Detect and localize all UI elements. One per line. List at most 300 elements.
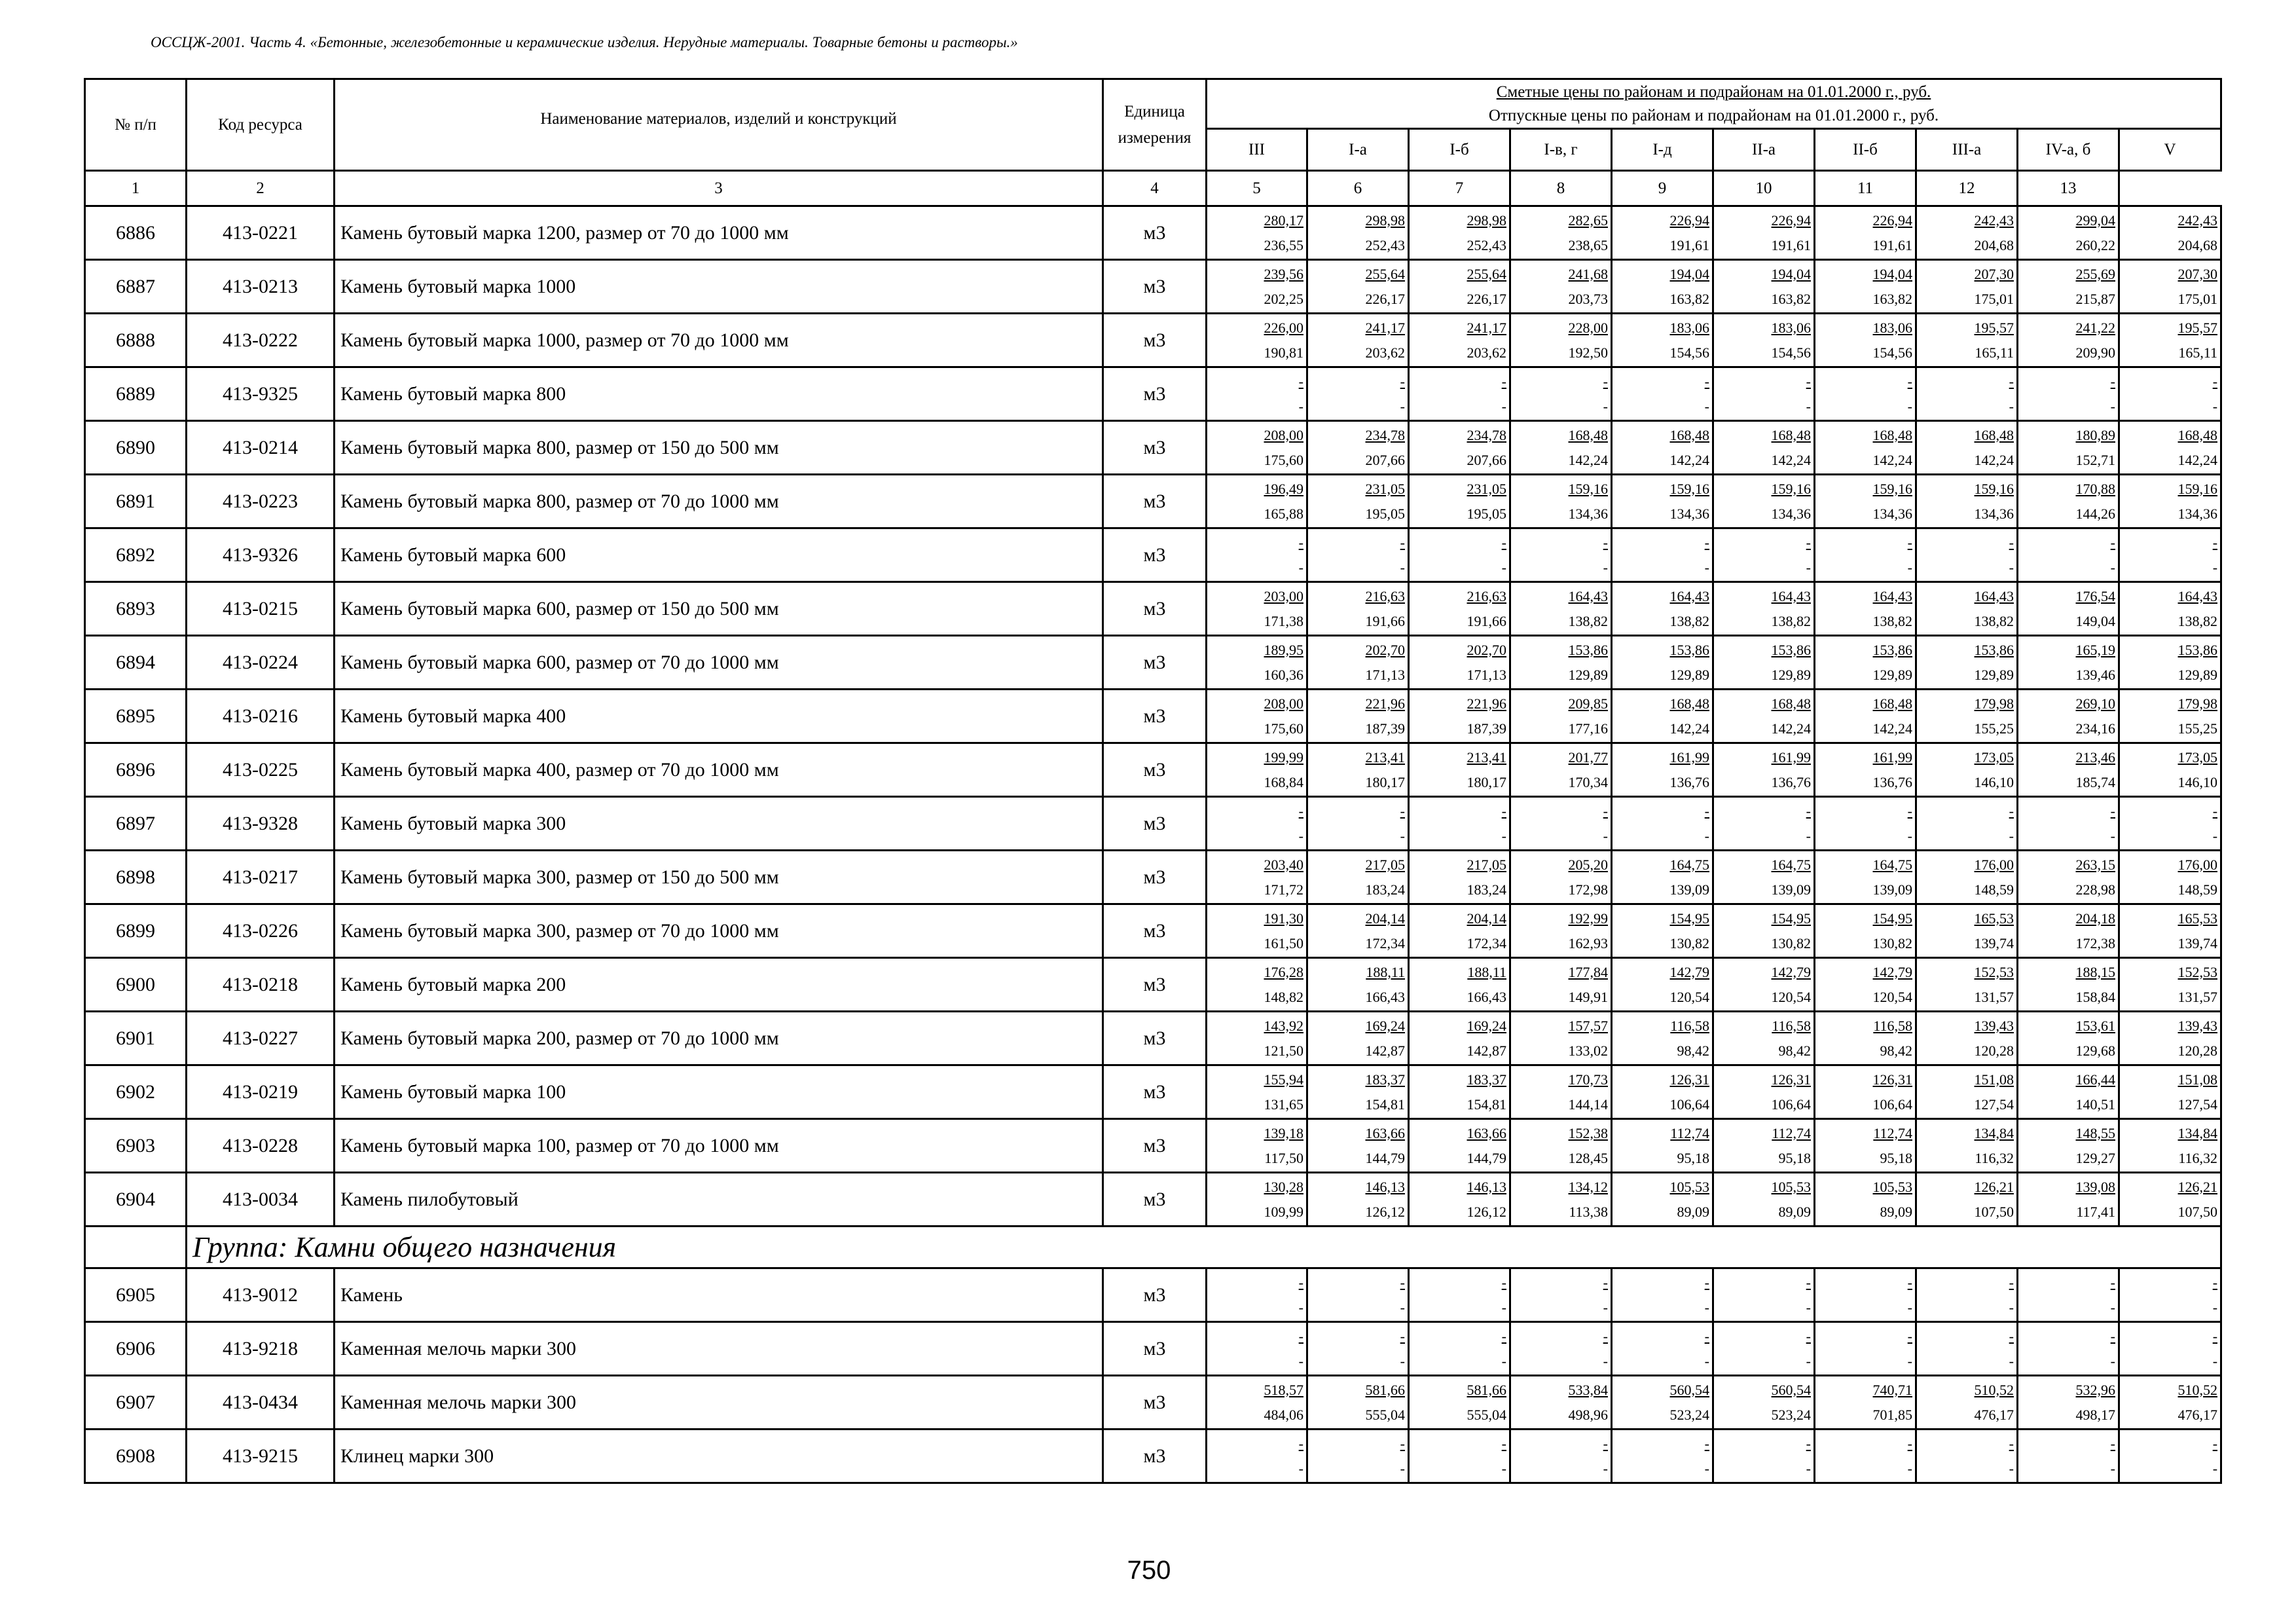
release-price: 172,34 (1365, 934, 1405, 951)
price-cell (1409, 1065, 1510, 1119)
price-cell (1409, 797, 1510, 851)
estimate-price: - (2110, 373, 2115, 390)
price-cell (2018, 636, 2119, 690)
estimate-price: 188,11 (1467, 963, 1506, 980)
release-price: 106,64 (1669, 1096, 1709, 1113)
estimate-price: - (2009, 373, 2014, 390)
page-number: 750 (1127, 1556, 1171, 1585)
estimate-price: 161,99 (1771, 748, 1811, 766)
release-price: 95,18 (1677, 1149, 1709, 1166)
price-cell (1207, 1065, 1307, 1119)
release-price: 106,64 (1771, 1096, 1811, 1113)
price-cell (1815, 743, 1916, 797)
unit-of-measure: м3 (1103, 636, 1207, 690)
unit-of-measure: м3 (1103, 904, 1207, 958)
price-cell (1713, 958, 1815, 1012)
col-number: 1 (85, 171, 187, 206)
release-price: 139,09 (1669, 881, 1709, 898)
release-price: - (1603, 827, 1608, 844)
estimate-price: 201,77 (1568, 748, 1608, 766)
col-header-name: Наименование материалов, изделий и конструкций (335, 79, 1103, 171)
release-price: 121,50 (1264, 1042, 1303, 1059)
price-cell (1916, 851, 2018, 904)
col-header-unit: Единица измерения (1103, 79, 1207, 171)
price-cell (1207, 421, 1307, 475)
estimate-price: - (1603, 373, 1608, 390)
release-price: 191,61 (1771, 236, 1811, 253)
estimate-price: 298,98 (1467, 212, 1506, 229)
estimate-price: - (1704, 534, 1709, 551)
table-row (85, 958, 2221, 1012)
release-price: 142,24 (1669, 451, 1709, 468)
release-price: 155,25 (1974, 720, 2014, 737)
estimate-price: 168,48 (1872, 695, 1912, 712)
price-cell (2119, 1173, 2221, 1227)
release-price: 185,74 (2075, 773, 2115, 790)
unit-of-measure: м3 (1103, 797, 1207, 851)
estimate-price: 241,22 (2075, 319, 2115, 336)
col-header-code: Код ресурса (187, 79, 335, 171)
estimate-price: 207,30 (1974, 265, 2014, 282)
estimate-price: 159,16 (1771, 480, 1811, 497)
row-number: 6894 (85, 636, 187, 690)
estimate-price: 168,48 (1771, 695, 1811, 712)
release-price: 203,62 (1467, 344, 1506, 361)
resource-code: 413-0215 (187, 582, 335, 636)
material-name: Камень бутовый марка 100 (335, 1065, 1103, 1119)
unit-of-measure: м3 (1103, 1376, 1207, 1430)
price-cell (1409, 743, 1510, 797)
price-cell (1713, 797, 1815, 851)
release-price: - (2009, 1460, 2014, 1477)
estimate-price: 241,17 (1365, 319, 1405, 336)
estimate-price: 164,75 (1872, 856, 1912, 873)
price-cell (2018, 314, 2119, 367)
row-number: 6886 (85, 206, 187, 260)
release-price: 98,42 (1677, 1042, 1709, 1059)
unit-of-measure: м3 (1103, 1012, 1207, 1065)
release-price: 142,24 (1669, 720, 1709, 737)
price-cell (2018, 367, 2119, 421)
price-cell (1815, 582, 1916, 636)
release-price: - (1400, 1352, 1405, 1369)
row-number: 6908 (85, 1430, 187, 1483)
table-row (85, 314, 2221, 367)
release-price: 130,82 (1669, 934, 1709, 951)
estimate-price: - (2009, 1435, 2014, 1452)
price-cell (1510, 528, 1612, 582)
price-cell (1612, 528, 1713, 582)
estimate-price: 153,86 (1669, 641, 1709, 658)
unit-of-measure: м3 (1103, 528, 1207, 582)
col-number: 13 (2018, 171, 2119, 206)
release-price: 175,60 (1264, 451, 1303, 468)
release-price: - (2110, 827, 2115, 844)
table-row (85, 743, 2221, 797)
unit-of-measure: м3 (1103, 206, 1207, 260)
estimate-price: 242,43 (1974, 212, 2014, 229)
estimate-price: 139,43 (1974, 1017, 2014, 1034)
price-cell (1207, 475, 1307, 528)
price-cell (1307, 421, 1409, 475)
estimate-price: 213,41 (1365, 748, 1405, 766)
row-number: 6905 (85, 1268, 187, 1322)
price-cell (1409, 958, 1510, 1012)
price-cell (1612, 206, 1713, 260)
price-cell (1815, 421, 1916, 475)
price-cell (1612, 1430, 1713, 1483)
release-price: 107,50 (2178, 1203, 2218, 1220)
estimate-price: 154,95 (1771, 910, 1811, 927)
price-cell (1815, 528, 1916, 582)
estimate-price: - (1501, 1435, 1506, 1452)
col-number: 10 (1713, 171, 1815, 206)
release-price: 166,43 (1365, 988, 1405, 1005)
estimate-price: - (1603, 534, 1608, 551)
release-price: - (1501, 1299, 1506, 1316)
release-price: 142,24 (1872, 451, 1912, 468)
release-price: 155,25 (2178, 720, 2218, 737)
price-cell (1612, 1065, 1713, 1119)
estimate-price: - (1603, 1274, 1608, 1291)
estimate-price: 231,05 (1365, 480, 1405, 497)
price-cell (1612, 797, 1713, 851)
estimate-price: 112,74 (1873, 1124, 1912, 1141)
price-cell (1713, 1376, 1815, 1430)
release-price: 238,65 (1568, 236, 1608, 253)
table-row (85, 797, 2221, 851)
estimate-price: 176,00 (2178, 856, 2218, 873)
row-number: 6890 (85, 421, 187, 475)
col-header-region: V (2119, 129, 2221, 171)
estimate-price: - (1806, 1435, 1811, 1452)
resource-code: 413-0223 (187, 475, 335, 528)
estimate-price: 207,30 (2178, 265, 2218, 282)
release-price: 98,42 (1880, 1042, 1912, 1059)
resource-code: 413-0221 (187, 206, 335, 260)
release-price: - (1806, 1460, 1811, 1477)
estimate-price: 255,64 (1467, 265, 1506, 282)
estimate-price: - (2212, 534, 2218, 551)
col-header-region: I-в, г (1510, 129, 1612, 171)
price-cell (1510, 1376, 1612, 1430)
price-cell (1916, 582, 2018, 636)
estimate-price: 203,00 (1264, 587, 1303, 604)
release-price: 139,74 (2178, 934, 2218, 951)
col-header-region: III (1207, 129, 1307, 171)
resource-code: 413-9328 (187, 797, 335, 851)
release-price: 195,05 (1467, 505, 1506, 522)
estimate-price: 105,53 (1771, 1178, 1811, 1195)
estimate-price: 134,84 (1974, 1124, 2014, 1141)
release-price: 142,24 (2178, 451, 2218, 468)
unit-of-measure: м3 (1103, 260, 1207, 314)
price-cell (1815, 260, 1916, 314)
price-cell (1815, 1430, 1916, 1483)
estimate-price: 213,46 (2075, 748, 2115, 766)
estimate-price: 176,00 (1974, 856, 2014, 873)
estimate-price: - (1806, 373, 1811, 390)
release-price: 177,16 (1568, 720, 1608, 737)
estimate-price: - (1400, 1274, 1405, 1291)
price-cell (1207, 528, 1307, 582)
release-price: 120,54 (1771, 988, 1811, 1005)
release-price: 127,54 (1974, 1096, 2014, 1113)
release-price: 215,87 (2075, 290, 2115, 307)
estimate-price: - (2212, 802, 2218, 819)
table-row (85, 528, 2221, 582)
price-cell (2018, 1430, 2119, 1483)
price-cell (2119, 421, 2221, 475)
estimate-price: 183,06 (1771, 319, 1811, 336)
release-price: 154,56 (1872, 344, 1912, 361)
price-cell (1307, 1012, 1409, 1065)
estimate-price: 532,96 (2075, 1381, 2115, 1398)
price-cell (1307, 904, 1409, 958)
estimate-price: 191,30 (1264, 910, 1303, 927)
release-price: 165,88 (1264, 505, 1303, 522)
col-header-region: II-б (1815, 129, 1916, 171)
release-price: 252,43 (1365, 236, 1405, 253)
col-number: 11 (1815, 171, 1916, 206)
estimate-price: 142,79 (1872, 963, 1912, 980)
estimate-price: 164,43 (1974, 587, 2014, 604)
price-cell (1307, 797, 1409, 851)
estimate-price: 155,94 (1264, 1071, 1303, 1088)
estimate-price: - (1603, 1327, 1608, 1344)
release-price: 555,04 (1365, 1406, 1405, 1423)
price-cell (1612, 851, 1713, 904)
release-price: 160,36 (1264, 666, 1303, 683)
estimate-price: 153,86 (1974, 641, 2014, 658)
price-cell (2119, 1322, 2221, 1376)
release-price: 120,54 (1669, 988, 1709, 1005)
price-cell (1815, 797, 1916, 851)
release-price: 203,62 (1365, 344, 1405, 361)
price-cell (1307, 1268, 1409, 1322)
price-cell (1207, 260, 1307, 314)
estimate-price: - (1806, 534, 1811, 551)
estimate-price: 146,13 (1467, 1178, 1506, 1195)
estimate-price: 195,57 (2178, 319, 2218, 336)
estimate-price: 112,74 (1772, 1124, 1811, 1141)
release-price: - (1298, 1460, 1303, 1477)
row-number: 6899 (85, 904, 187, 958)
release-price: 154,81 (1365, 1096, 1405, 1113)
release-price: 131,57 (1974, 988, 2014, 1005)
estimate-price: - (1501, 534, 1506, 551)
table-row (85, 1430, 2221, 1483)
estimate-price: 164,75 (1669, 856, 1709, 873)
price-cell (2119, 475, 2221, 528)
release-price: 171,13 (1365, 666, 1405, 683)
price-cell (1307, 1322, 1409, 1376)
price-cell (2119, 958, 2221, 1012)
price-cell (1916, 314, 2018, 367)
estimate-price: 239,56 (1264, 265, 1303, 282)
estimate-price: 221,96 (1365, 695, 1405, 712)
release-price: - (1400, 397, 1405, 415)
release-price: 207,66 (1365, 451, 1405, 468)
material-name: Камень бутовый марка 300, размер от 70 до 1000 мм (335, 904, 1103, 958)
price-cell (1510, 690, 1612, 743)
estimate-price: 188,11 (1366, 963, 1405, 980)
release-price: 134,36 (1568, 505, 1608, 522)
price-cell (1307, 1065, 1409, 1119)
col-number: 7 (1409, 171, 1510, 206)
material-name: Камень бутовый марка 200 (335, 958, 1103, 1012)
release-price: - (2009, 1299, 2014, 1316)
estimate-price: 161,99 (1669, 748, 1709, 766)
estimate-price: 153,86 (1771, 641, 1811, 658)
estimate-price: - (2009, 1327, 2014, 1344)
price-cell (1510, 421, 1612, 475)
release-price: 523,24 (1771, 1406, 1811, 1423)
price-cell (1713, 851, 1815, 904)
estimate-price: 164,43 (1669, 587, 1709, 604)
release-price: 146,10 (1974, 773, 2014, 790)
price-cell (1510, 206, 1612, 260)
estimate-price: - (2110, 802, 2115, 819)
estimate-price: - (2009, 534, 2014, 551)
material-name: Камень бутовый марка 800, размер от 150 до 500 мм (335, 421, 1103, 475)
release-price: 175,01 (2178, 290, 2218, 307)
release-price: 129,89 (1872, 666, 1912, 683)
price-cell (1510, 743, 1612, 797)
price-cell (1916, 1173, 2018, 1227)
release-price: - (1907, 397, 1912, 415)
estimate-price: 740,71 (1872, 1381, 1912, 1398)
estimate-price: - (1400, 534, 1405, 551)
estimate-price: 164,43 (1568, 587, 1608, 604)
release-price: 144,14 (1568, 1096, 1608, 1113)
price-cell (2018, 1268, 2119, 1322)
table-row (85, 475, 2221, 528)
release-price: - (2009, 827, 2014, 844)
release-price: - (2212, 397, 2218, 415)
price-cell (2018, 1173, 2119, 1227)
estimate-price: 170,73 (1568, 1071, 1608, 1088)
estimate-price: - (1400, 1435, 1405, 1452)
estimate-price: 234,78 (1365, 426, 1405, 443)
estimate-price: 112,74 (1670, 1124, 1709, 1141)
estimate-price: 173,05 (2178, 748, 2218, 766)
unit-of-measure: м3 (1103, 475, 1207, 528)
estimate-price: 518,57 (1264, 1381, 1303, 1398)
price-cell (1510, 1012, 1612, 1065)
price-cell (1815, 314, 1916, 367)
price-cell (1409, 314, 1510, 367)
estimate-price: 168,48 (1771, 426, 1811, 443)
price-cell (1510, 367, 1612, 421)
estimate-price: 148,55 (2075, 1124, 2115, 1141)
price-cell (1207, 1173, 1307, 1227)
release-price: - (1907, 1460, 1912, 1477)
estimate-price: - (2009, 1274, 2014, 1291)
estimate-price: 176,54 (2075, 587, 2115, 604)
release-price: 136,76 (1771, 773, 1811, 790)
price-cell (1307, 851, 1409, 904)
estimate-price: 234,78 (1467, 426, 1506, 443)
release-price: 260,22 (2075, 236, 2115, 253)
estimate-price: 202,70 (1365, 641, 1405, 658)
price-cell (2018, 958, 2119, 1012)
release-price: - (2110, 559, 2115, 576)
estimate-price: 241,17 (1467, 319, 1506, 336)
row-number: 6889 (85, 367, 187, 421)
estimate-price: 130,28 (1264, 1178, 1303, 1195)
estimate-price: - (2110, 1274, 2115, 1291)
row-number: 6898 (85, 851, 187, 904)
price-cell (1510, 260, 1612, 314)
price-cell (2018, 743, 2119, 797)
price-cell (1409, 1173, 1510, 1227)
release-price: - (1907, 559, 1912, 576)
price-cell (2119, 1376, 2221, 1430)
estimate-price: 216,63 (1365, 587, 1405, 604)
price-cell (1409, 904, 1510, 958)
price-cell (1409, 851, 1510, 904)
price-cell (1815, 1065, 1916, 1119)
price-cell (1307, 1119, 1409, 1173)
estimate-price: 226,00 (1264, 319, 1303, 336)
estimate-price: - (1298, 534, 1303, 551)
price-cell (1307, 367, 1409, 421)
estimate-price: - (1704, 1435, 1709, 1452)
price-cell (1916, 1322, 2018, 1376)
material-name: Камень бутовый марка 300 (335, 797, 1103, 851)
release-price: 131,57 (2178, 988, 2218, 1005)
price-cell (1307, 743, 1409, 797)
release-price: 172,34 (1467, 934, 1506, 951)
table-row (85, 421, 2221, 475)
resource-code: 413-0216 (187, 690, 335, 743)
price-cell (1409, 1268, 1510, 1322)
release-price: - (1501, 827, 1506, 844)
estimate-price: 188,15 (2075, 963, 2115, 980)
table-row (85, 1268, 2221, 1322)
price-cell (1207, 636, 1307, 690)
release-price: - (1704, 1299, 1709, 1316)
release-price: 129,89 (1568, 666, 1608, 683)
release-price: - (1603, 1352, 1608, 1369)
price-cell (1409, 582, 1510, 636)
price-cell (1510, 1173, 1612, 1227)
price-cell (2119, 367, 2221, 421)
release-price: 701,85 (1872, 1406, 1912, 1423)
price-cell (1510, 636, 1612, 690)
release-price: 95,18 (1778, 1149, 1811, 1166)
release-price: 175,01 (1974, 290, 2014, 307)
col-number: 5 (1207, 171, 1307, 206)
resource-code: 413-0228 (187, 1119, 335, 1173)
col-header-region: IV-а, б (2018, 129, 2119, 171)
release-price: 129,89 (1771, 666, 1811, 683)
col-number: 4 (1103, 171, 1207, 206)
unit-of-measure: м3 (1103, 582, 1207, 636)
estimate-price: 169,24 (1467, 1017, 1506, 1034)
estimate-price: - (1603, 802, 1608, 819)
estimate-price: 299,04 (2075, 212, 2115, 229)
release-price: 146,10 (2178, 773, 2218, 790)
table-row (85, 1065, 2221, 1119)
release-price: 192,50 (1568, 344, 1608, 361)
price-cell (1815, 1268, 1916, 1322)
price-cell (1510, 904, 1612, 958)
resource-code: 413-0213 (187, 260, 335, 314)
estimate-price: 213,41 (1467, 748, 1506, 766)
material-name: Камень бутовый марка 800 (335, 367, 1103, 421)
